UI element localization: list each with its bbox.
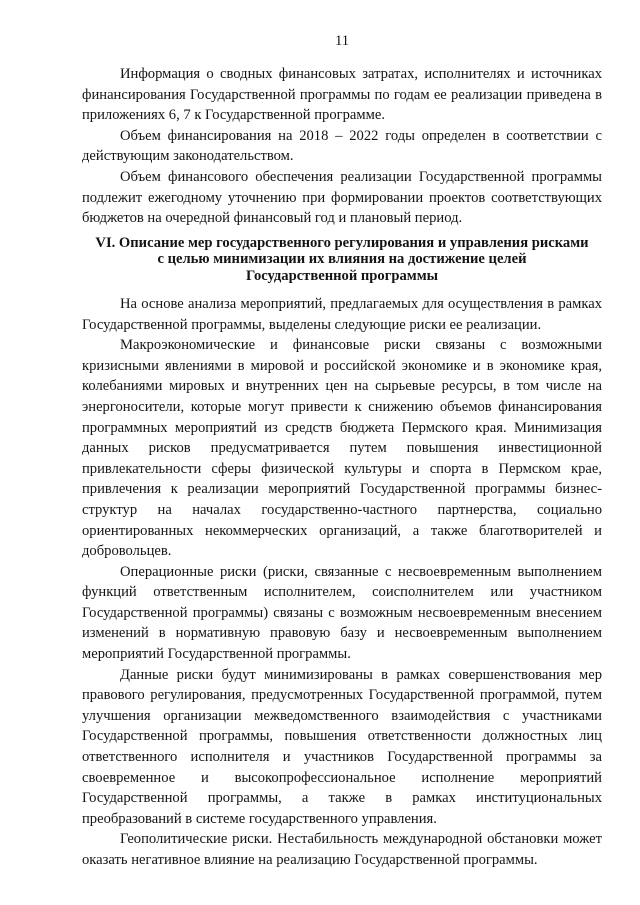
paragraph-geopolitical-risks: Геополитические риски. Нестабильность международной обстановки может оказать негативное влияние на реализацию Государственной программы. [82,831,602,868]
section-heading-line: Государственной программы [245,267,439,284]
paragraph-risks-intro: На основе анализа мероприятий, предлагаемых для осуществления в рамках Государственной программы, выделены следующие риски ее реализации. [82,295,602,333]
section-heading [82,235,602,284]
paragraph-operational-risks: Операционные риски (риски, связанные с несвоевременным выполнением функций ответственным исполнителем, соисполнителем или участником Государственной программы) связаны с возможным несвоевременным внесением изменений в нормативную правовую базу и несвоевременным выполнением мероприятий Государственной программы. [82,563,602,663]
section-heading-line: VI. Описание мер государственного регулирования и управления рисками [95,234,589,251]
paragraph-financing-adjustment: Объем финансового обеспечения реализации Государственной программы подлежит ежегодному уточнению при формировании проектов соответствующих бюджетов на очередной финансовый год и плановый период. [82,168,602,227]
paragraph-macroeconomic-risks: Макроэкономические и финансовые риски связаны с возможными кризисными явлениями в мировой и российской экономике и в экономике края, колебаниями мировых и внутренних цен на сырьевые ресурсы, в том числе на энергоносители, которые могут привести к снижению объемов финансирования программных мероприятий из средств бюджета Пермского края. Минимизация данных рисков предусматривается путем повышения инвестиционной привлекательности сферы физической культуры и спорта в Пермском крае, привлечения к реализации мероприятий Государственной программы бизнес-структур на началах государственно-частного партнерства, социально ориентированных некоммерческих организаций, а также благотворителей и добровольцев. [82,337,602,560]
section-heading-line: с целью минимизации их влияния на достижение целей [157,251,527,268]
paragraph-risk-minimization: Данные риски будут минимизированы в рамках совершенствования мер правового регулирования, предусмотренных Государственной программой, путем улучшения организации межведомственного взаимодействия с участниками Государственной программы, повышения ответственности должностных лиц ответственного исполнителя и участников Государственной программы за своевременное и высокопрофессиональное исполнение мероприятий Государственной программы, а также в рамках институциональных преобразований в системе государственного управления. [82,666,602,827]
page-number: 11 [334,33,350,49]
paragraph-financing-volume: Объем финансирования на 2018 – 2022 годы определен в соответствии с действующим законодательством. [82,127,602,165]
paragraph-financing-info: Информация о сводных финансовых затратах, исполнителях и источниках финансирования Государственной программы по годам ее реализации приведена в приложениях 6, 7 к Государственной программе. [82,66,602,124]
